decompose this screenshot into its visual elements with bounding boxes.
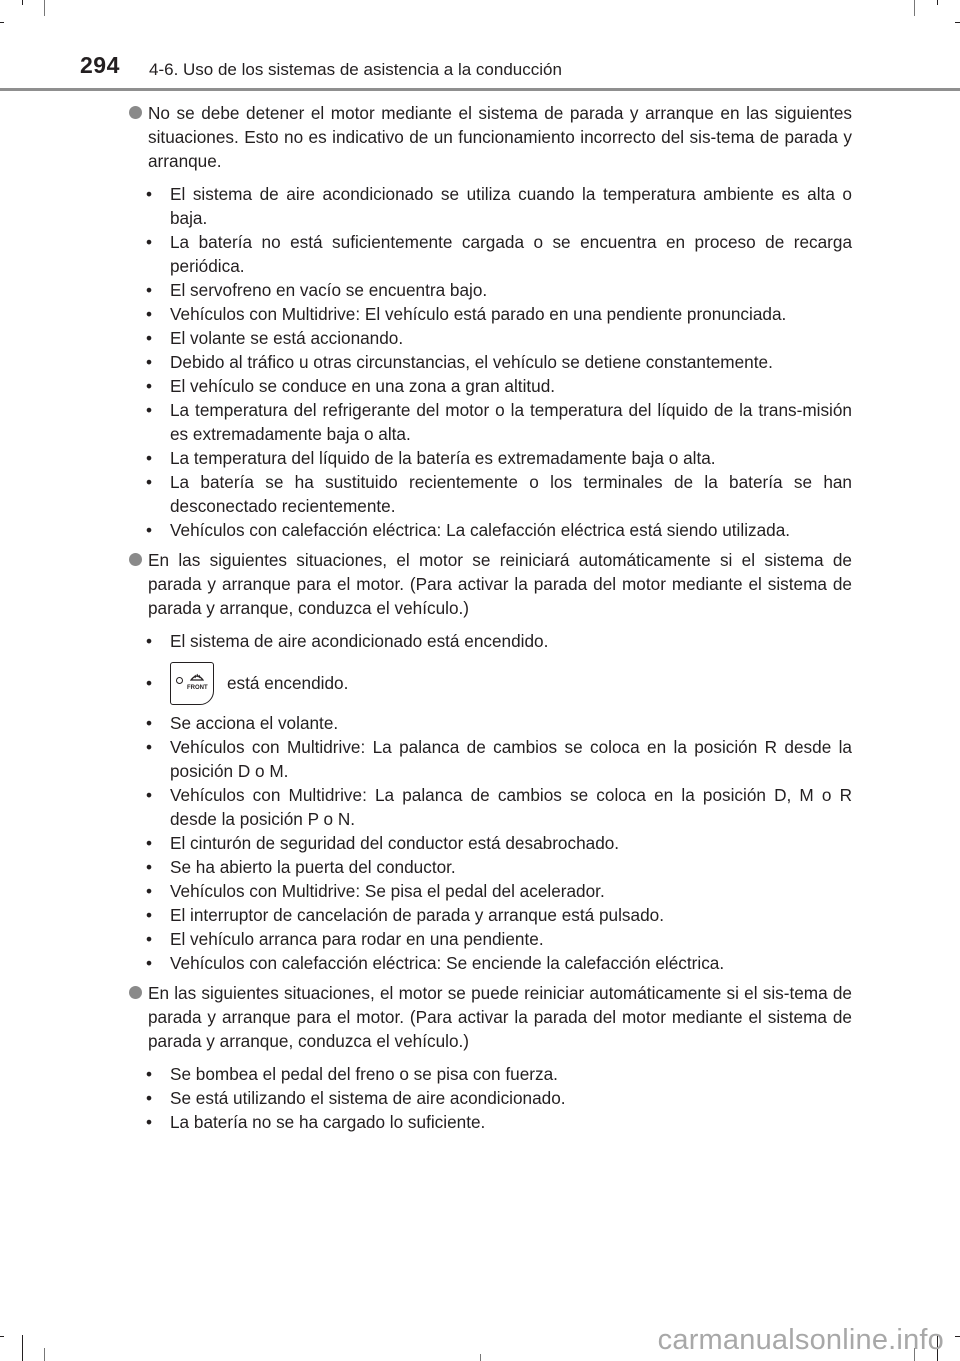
header-rule — [0, 88, 960, 91]
list-item-text: La temperatura del refrigerante del motor o la temperatura del líquido de la trans-misión es extremadamente baja o alta. — [170, 400, 852, 444]
bullet: • — [146, 713, 153, 733]
list-item-text: La batería no está suficientemente cargada o se encuentra en proceso de recarga periódica. — [170, 232, 852, 276]
list-item-text: El vehículo se conduce en una zona a gran altitud. — [170, 376, 556, 396]
list-item-text: La temperatura del líquido de la batería es extremadamente baja o alta. — [170, 448, 716, 468]
bullet: • — [146, 905, 153, 925]
list-item — [146, 446, 852, 470]
list-item — [146, 629, 852, 653]
list-item — [146, 398, 852, 446]
bullet: • — [146, 673, 153, 693]
bullet: • — [146, 304, 153, 324]
list-item — [146, 659, 852, 707]
bullet: • — [146, 520, 153, 540]
bullet: • — [146, 631, 153, 651]
front-defroster-button-icon — [170, 662, 214, 705]
bullet: • — [146, 280, 153, 300]
crop-mark-bottom-left-h — [0, 1336, 4, 1337]
bullet: • — [146, 472, 153, 492]
list-item-text: Vehículos con Multidrive: Se pisa el pedal del acelerador. — [170, 881, 605, 901]
list-item-text: está encendido. — [227, 673, 349, 693]
list-item — [146, 783, 852, 831]
bullet: • — [146, 448, 153, 468]
list-item — [146, 326, 852, 350]
list-item-text: Vehículos con calefacción eléctrica: Se enciende la calefacción eléctrica. — [170, 953, 725, 973]
list-item-text: El cinturón de seguridad del conductor está desabrochado. — [170, 833, 620, 853]
section-paragraph — [129, 101, 852, 173]
condition-list — [129, 629, 852, 975]
page-content — [129, 101, 852, 1140]
list-item — [146, 302, 852, 326]
bullet: • — [146, 857, 153, 877]
list-item — [146, 374, 852, 398]
condition-list — [129, 182, 852, 542]
bullet: • — [146, 376, 153, 396]
list-item — [146, 518, 852, 542]
bullet: • — [146, 737, 153, 757]
registration-tick — [914, 0, 915, 16]
list-item — [146, 182, 852, 230]
windshield-defroster-icon — [190, 670, 204, 682]
list-item-text: Vehículos con Multidrive: La palanca de cambios se coloca en la posición R desde la posición D o M. — [170, 737, 852, 781]
circle-bullet-icon — [129, 553, 142, 566]
watermark: carmanualsonline.info — [657, 1324, 944, 1356]
list-item — [146, 831, 852, 855]
list-item — [146, 951, 852, 975]
crop-mark-bottom-right-h — [955, 1336, 960, 1337]
list-item-text: El sistema de aire acondicionado está encendido. — [170, 631, 549, 651]
section-text: En las siguientes situaciones, el motor se puede reiniciar automáticamente si el sis-tema de parada y arranque para el motor. (Para activar la parada del motor mediante el sistema de parada y arranque, conduzca el vehículo.) — [148, 983, 852, 1051]
list-item — [146, 903, 852, 927]
list-item — [146, 711, 852, 735]
list-item-text: Se ha abierto la puerta del conductor. — [170, 857, 456, 877]
bullet: • — [146, 785, 153, 805]
list-item-text: Se bombea el pedal del freno o se pisa con fuerza. — [170, 1064, 558, 1084]
list-item — [146, 1110, 852, 1134]
bullet: • — [146, 400, 153, 420]
list-item-text: Se está utilizando el sistema de aire acondicionado. — [170, 1088, 566, 1108]
list-item — [146, 470, 852, 518]
list-item-text: Debido al tráfico u otras circunstancias, el vehículo se detiene constantemente. — [170, 352, 773, 372]
bullet: • — [146, 881, 153, 901]
list-item-text: El interruptor de cancelación de parada y arranque está pulsado. — [170, 905, 664, 925]
crop-mark-top-right-h — [955, 22, 960, 23]
list-item-text: La batería se ha sustituido recientemente o los terminales de la batería se han desconectado recientemente. — [170, 472, 852, 516]
list-item — [146, 1086, 852, 1110]
list-item — [146, 855, 852, 879]
section-paragraph — [129, 981, 852, 1053]
list-item — [146, 879, 852, 903]
bullet: • — [146, 1088, 153, 1108]
registration-tick — [480, 1354, 481, 1361]
list-item — [146, 927, 852, 951]
bullet: • — [146, 833, 153, 853]
registration-tick — [44, 0, 45, 16]
page-number: 294 — [80, 52, 120, 78]
circle-bullet-icon — [129, 106, 142, 119]
list-item — [146, 735, 852, 783]
bullet: • — [146, 232, 153, 252]
bullet: • — [146, 929, 153, 949]
chapter-title: 4-6. Uso de los sistemas de asistencia a la conducción — [149, 60, 562, 79]
indicator-light-icon — [176, 677, 183, 684]
list-item — [146, 350, 852, 374]
list-item-text: La batería no se ha cargado lo suficiente. — [170, 1112, 486, 1132]
bullet: • — [146, 328, 153, 348]
list-item-text: Vehículos con calefacción eléctrica: La calefacción eléctrica está siendo utilizada. — [170, 520, 791, 540]
list-item-text: Vehículos con Multidrive: La palanca de cambios se coloca en la posición D, M o R desde la posición P o N. — [170, 785, 852, 829]
crop-mark-bottom-left-v — [22, 1335, 23, 1361]
section-text: En las siguientes situaciones, el motor se reiniciará automáticamente si el sistema de parada y arranque para el motor. (Para activar la parada del motor mediante el sistema de parada y arranque, conduzca el vehículo.) — [148, 550, 852, 618]
section-paragraph — [129, 548, 852, 620]
bullet: • — [146, 352, 153, 372]
section-no-stop — [129, 101, 852, 542]
section-text: No se debe detener el motor mediante el sistema de parada y arranque en las siguientes situaciones. Esto no es indicativo de un funcionamiento incorrecto del sis-tema de parada y arranque. — [148, 103, 852, 171]
list-item — [146, 230, 852, 278]
crop-mark-top-right-v — [937, 0, 938, 5]
crop-mark-top-left-h — [0, 22, 4, 23]
condition-list — [129, 1062, 852, 1134]
list-item — [146, 1062, 852, 1086]
crop-mark-top-left-v — [22, 0, 23, 5]
list-item-text: El servofreno en vacío se encuentra bajo. — [170, 280, 488, 300]
front-label: FRONT — [187, 684, 208, 691]
list-item-text: Se acciona el volante. — [170, 713, 339, 733]
bullet: • — [146, 953, 153, 973]
list-item-text: El sistema de aire acondicionado se utiliza cuando la temperatura ambiente es alta o baja. — [170, 184, 852, 228]
section-will-restart — [129, 548, 852, 975]
list-item-text: Vehículos con Multidrive: El vehículo está parado en una pendiente pronunciada. — [170, 304, 787, 324]
list-item-text: El vehículo arranca para rodar en una pendiente. — [170, 929, 544, 949]
bullet: • — [146, 1112, 153, 1132]
registration-tick — [44, 1348, 45, 1361]
bullet: • — [146, 1064, 153, 1084]
section-may-restart — [129, 981, 852, 1134]
list-item — [146, 278, 852, 302]
list-item-text: El volante se está accionando. — [170, 328, 404, 348]
bullet: • — [146, 184, 153, 204]
circle-bullet-icon — [129, 986, 142, 999]
